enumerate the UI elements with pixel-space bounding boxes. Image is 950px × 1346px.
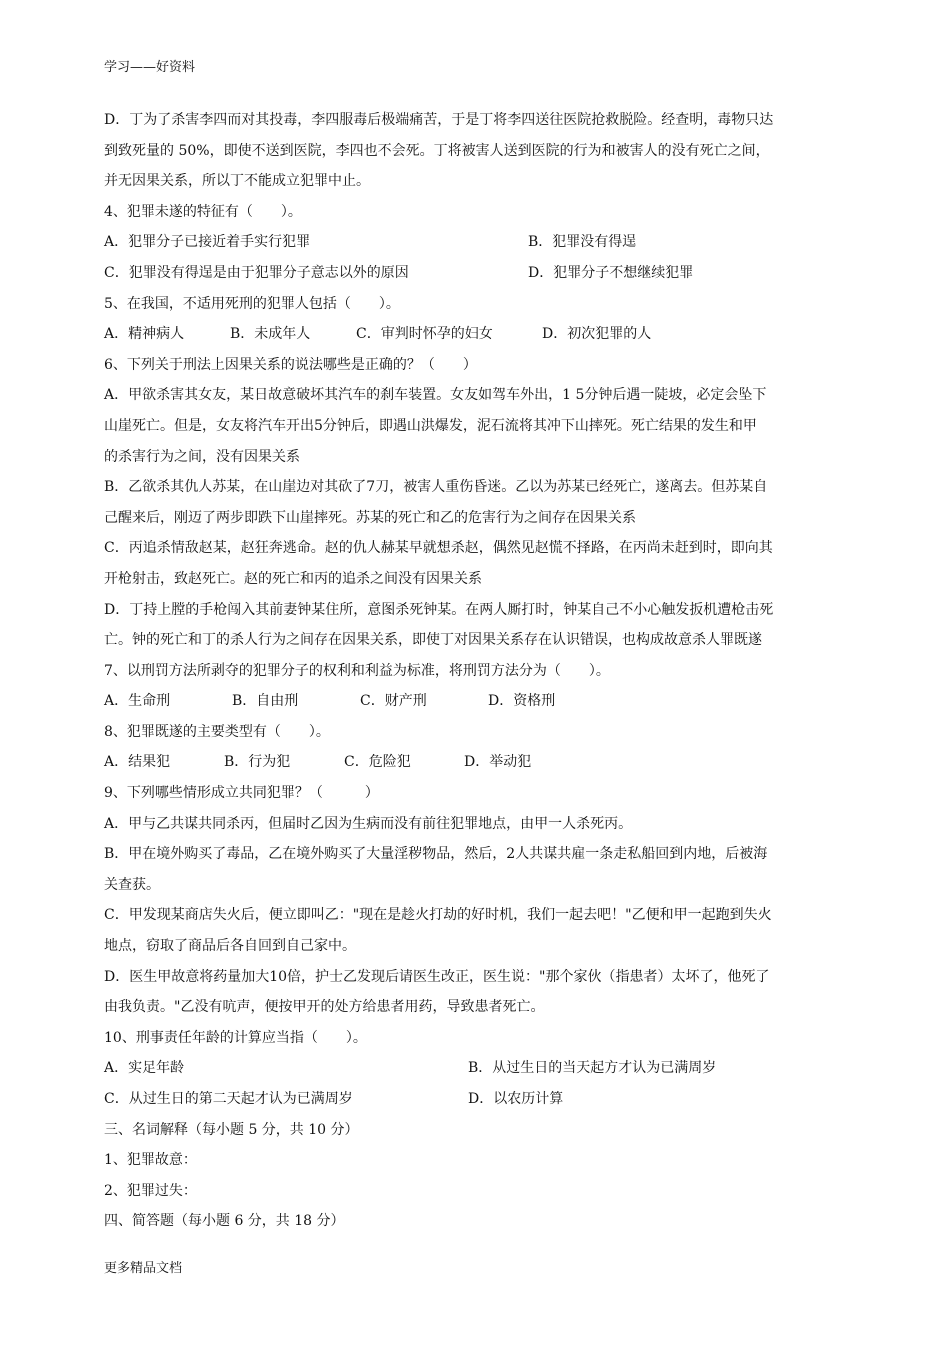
- q9-option-c-line-2: 地点，窃取了商品后各自回到自己家中。: [104, 938, 356, 955]
- q4-options-row-1: [104, 227, 850, 258]
- q8-option-a: A．结果犯: [104, 754, 171, 771]
- q4-option-d: D．犯罪分子不想继续犯罪: [528, 264, 694, 281]
- q4-option-c: C．犯罪没有得逞是由于犯罪分子意志以外的原因: [104, 264, 409, 281]
- question-6: 6、下列关于刑法上因果关系的说法哪些是正确的？（ ）: [104, 356, 477, 373]
- document-body: [104, 105, 850, 1237]
- q6-option-b-line-1: B．乙欲杀其仇人苏某，在山崖边对其砍了7刀，被害人重伤昏迷。乙以为苏某已经死亡，遂离去。但苏某自: [104, 479, 768, 496]
- q10-option-d: D．以农历计算: [468, 1091, 564, 1107]
- q8-option-b: B．行为犯: [224, 754, 291, 771]
- section-3-heading: 三、名词解释（每小题 5 分，共 10 分）: [104, 1121, 359, 1138]
- section-3-item-1: 1、犯罪故意：: [104, 1152, 197, 1169]
- page-header: 学习——好资料: [104, 60, 196, 75]
- question-5: 5、在我国，不适用死刑的犯罪人包括（ ）。: [104, 295, 400, 312]
- q10-options-row-1: [104, 1053, 850, 1084]
- question-8: 8、犯罪既遂的主要类型有（ ）。: [104, 723, 330, 740]
- q8-options: [104, 747, 850, 778]
- q4-options-row-2: [104, 258, 850, 289]
- q9-option-a: A．甲与乙共谋共同杀丙，但届时乙因为生病而没有前往犯罪地点，由甲一人杀死丙。: [104, 815, 633, 832]
- q6-option-c-line-2: 开枪射击，致赵死亡。赵的死亡和丙的追杀之间没有因果关系: [104, 570, 482, 587]
- q6-option-a-line-1: A．甲欲杀害其女友，某日故意破坏其汽车的刹车装置。女友如驾车外出，1 5分钟后遇一陡坡，必定会坠下: [104, 387, 767, 404]
- question-9: 9、下列哪些情形成立共同犯罪？（ ）: [104, 785, 379, 802]
- q7-options: [104, 686, 850, 717]
- q6-option-a-line-3: 的杀害行为之间，没有因果关系: [104, 448, 300, 465]
- q9-option-b-line-1: B．甲在境外购买了毒品，乙在境外购买了大量淫秽物品，然后，2人共谋共雇一条走私船回到内地，后被海: [104, 846, 768, 863]
- q7-option-a: A．生命刑: [104, 693, 171, 710]
- q4-option-b: B．犯罪没有得逞: [528, 234, 637, 251]
- q10-option-a: A．实足年龄: [104, 1060, 185, 1077]
- section-4-heading: 四、简答题（每小题 6 分，共 18 分）: [104, 1213, 345, 1230]
- section-3-item-2: 2、犯罪过失：: [104, 1182, 197, 1199]
- q8-option-c: C．危险犯: [344, 754, 411, 771]
- page-footer: 更多精品文档: [104, 1261, 183, 1276]
- q9-option-b-line-2: 关查获。: [104, 876, 160, 893]
- q7-option-d: D．资格刑: [488, 693, 556, 710]
- q9-option-d-line-2: 由我负责。"乙没有吭声，便按甲开的处方给患者用药，导致患者死亡。: [104, 999, 545, 1016]
- q6-option-b-line-2: 己醒来后，刚迈了两步即跌下山崖摔死。苏某的死亡和乙的危害行为之间存在因果关系: [104, 509, 636, 526]
- q6-option-c-line-1: C．丙追杀情敌赵某，赵狂奔逃命。赵的仇人赫某早就想杀赵，偶然见赵慌不择路，在丙尚未赶到时，即向其: [104, 540, 773, 557]
- q5-option-a: A．精神病人: [104, 326, 185, 343]
- q10-option-b: B．从过生日的当天起方才认为已满周岁: [468, 1060, 717, 1077]
- q5-options: [104, 319, 850, 350]
- q4-option-a: A．犯罪分子已接近着手实行犯罪: [104, 234, 311, 251]
- question-10: 10、刑事责任年龄的计算应当指（ ）。: [104, 1029, 367, 1046]
- q8-option-d: D．举动犯: [464, 754, 532, 771]
- question-7: 7、以刑罚方法所剥夺的犯罪分子的权利和利益为标准，将刑罚方法分为（ ）。: [104, 662, 610, 679]
- q5-option-b: B．未成年人: [230, 326, 311, 343]
- q7-option-b: B．自由刑: [232, 693, 299, 710]
- q9-option-c-line-1: C．甲发现某商店失火后，便立即叫乙："现在是趁火打劫的好时机，我们一起去吧！"乙便和甲一起跑到失火: [104, 907, 772, 924]
- q3-option-d-line-2: 到致死量的 50%，即使不送到医院，李四也不会死。丁将被害人送到医院的行为和被害人的没有死亡之间，: [104, 142, 770, 159]
- question-4: 4、犯罪未遂的特征有（ ）。: [104, 203, 302, 220]
- q6-option-a-line-2: 山崖死亡。但是，女友将汽车开出5分钟后，即遇山洪爆发，泥石流将其冲下山摔死。死亡结果的发生和甲: [104, 417, 757, 434]
- q6-option-d-line-2: 亡。钟的死亡和丁的杀人行为之间存在因果关系，即使丁对因果关系存在认识错误，也构成故意杀人罪既遂: [104, 632, 762, 649]
- q9-option-d-line-1: D．医生甲故意将药量加大10倍，护士乙发现后请医生改正，医生说："那个家伙（指患者）太坏了，他死了: [104, 968, 770, 985]
- q10-option-c: C．从过生日的第二天起才认为已满周岁: [104, 1091, 353, 1107]
- q6-option-d-line-1: D．丁持上膛的手枪闯入其前妻钟某住所，意图杀死钟某。在两人厮打时，钟某自己不小心触发扳机遭枪击死: [104, 601, 774, 618]
- q5-option-c: C．审判时怀孕的妇女: [356, 326, 493, 343]
- q7-option-c: C．财产刑: [360, 693, 427, 710]
- q5-option-d: D．初次犯罪的人: [542, 326, 652, 343]
- q10-options-row-2: [104, 1084, 850, 1115]
- q3-option-d-line-1: D．丁为了杀害李四而对其投毒，李四服毒后极端痛苦，于是丁将李四送往医院抢救脱险。经查明，毒物只达: [104, 112, 774, 128]
- q3-option-d-line-3: 并无因果关系，所以丁不能成立犯罪中止。: [104, 173, 370, 190]
